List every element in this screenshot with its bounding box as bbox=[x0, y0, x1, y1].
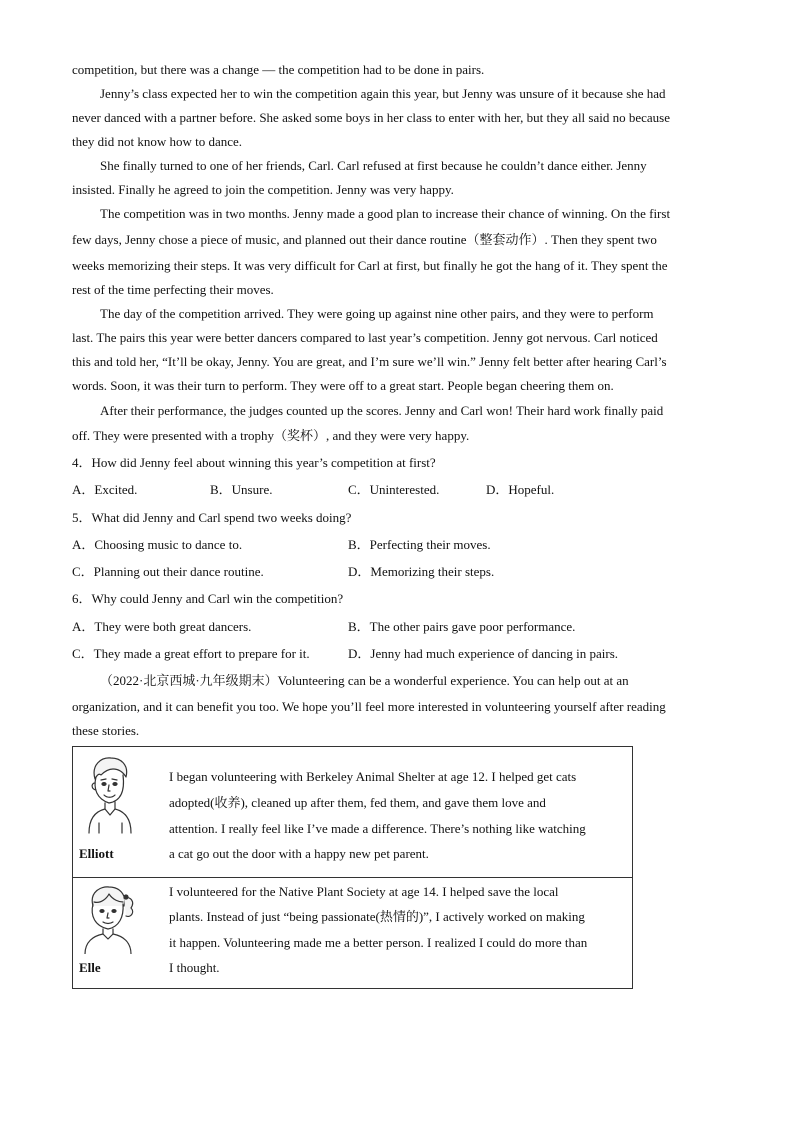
story-row-elliott bbox=[73, 747, 633, 878]
passage bbox=[72, 62, 718, 452]
passage-line: The competition was in two months. Jenny made a good plan to increase their chance of winning. On the first bbox=[100, 206, 671, 221]
story-line: I volunteered for the Native Plant Society at age 14. I helped save the local bbox=[169, 884, 559, 899]
option-b[interactable]: B．Unsure. bbox=[210, 482, 273, 497]
intro-line: （2022·北京西城·九年级期末）Volunteering can be a wonderful experience. You can help out at an bbox=[100, 673, 629, 688]
story-cell bbox=[163, 747, 633, 878]
passage-line: this and told her, “It’ll be okay, Jenny. You are great, and I’m sure we’ll win.” Jenny felt better after hearing Carl’s bbox=[72, 354, 667, 369]
avatar-cell bbox=[73, 747, 164, 878]
option-c[interactable]: C．Uninterested. bbox=[348, 482, 440, 497]
passage-line: insisted. Finally he agreed to join the competition. Jenny was very happy. bbox=[72, 182, 454, 197]
girl-avatar-icon bbox=[79, 884, 137, 954]
intro-line: these stories. bbox=[72, 723, 140, 738]
passage-line: rest of the time perfecting their moves. bbox=[72, 282, 274, 297]
option-b[interactable]: B．The other pairs gave poor performance. bbox=[348, 619, 576, 634]
question-stem: 6．Why could Jenny and Carl win the competition? bbox=[72, 591, 344, 606]
story-line: plants. Instead of just “being passionate(热情的)”, I actively worked on making bbox=[169, 909, 585, 924]
passage-line: few days, Jenny chose a piece of music, and planned out their dance routine（整套动作）. Then they spent two bbox=[72, 232, 657, 247]
passage-line: they did not know how to dance. bbox=[72, 134, 243, 149]
story-line: a cat go out the door with a happy new pet parent. bbox=[169, 846, 429, 861]
passage-line: never danced with a partner before. She asked some boys in her class to enter with her, but they all said no because bbox=[72, 110, 670, 125]
question-stem: 4．How did Jenny feel about winning this year’s competition at first? bbox=[72, 455, 436, 470]
option-c[interactable]: C．They made a great effort to prepare for it. bbox=[72, 646, 310, 661]
passage-line: competition, but there was a change — the competition had to be done in pairs. bbox=[72, 62, 485, 77]
option-d[interactable]: D．Jenny had much experience of dancing in pairs. bbox=[348, 646, 619, 661]
story-cell bbox=[163, 878, 633, 989]
option-c[interactable]: C．Planning out their dance routine. bbox=[72, 564, 264, 579]
passage-line: words. Soon, it was their turn to perform. They were off to a great start. People began cheering them on. bbox=[72, 378, 614, 393]
option-a[interactable]: A．They were both great dancers. bbox=[72, 619, 252, 634]
passage-line: She finally turned to one of her friends, Carl. Carl refused at first because he couldn’t dance either. Jenny bbox=[100, 158, 647, 173]
option-d[interactable]: D．Hopeful. bbox=[486, 482, 555, 497]
boy-avatar-icon bbox=[79, 753, 139, 835]
avatar-cell bbox=[73, 878, 164, 989]
person-name: Elliott bbox=[79, 846, 114, 861]
story-line: I began volunteering with Berkeley Animal Shelter at age 12. I helped get cats bbox=[169, 769, 577, 784]
story-row-elle bbox=[73, 878, 633, 989]
story-line: adopted(收养), cleaned up after them, fed them, and gave them love and bbox=[169, 795, 546, 810]
person-name: Elle bbox=[79, 960, 101, 975]
passage-line: weeks memorizing their steps. It was very difficult for Carl at first, but finally he got the hang of it. They spent the bbox=[72, 258, 668, 273]
story-line: attention. I really feel like I’ve made a difference. There’s nothing like watching bbox=[169, 821, 586, 836]
question-stem: 5．What did Jenny and Carl spend two weeks doing? bbox=[72, 510, 352, 525]
option-a[interactable]: A．Choosing music to dance to. bbox=[72, 537, 243, 552]
passage-line: Jenny’s class expected her to win the competition again this year, but Jenny was unsure of it because she had bbox=[100, 86, 666, 101]
option-d[interactable]: D．Memorizing their steps. bbox=[348, 564, 495, 579]
passage-line: The day of the competition arrived. They were going up against nine other pairs, and they were to perform bbox=[100, 306, 654, 321]
passage-line: off. They were presented with a trophy（奖杯）, and they were very happy. bbox=[72, 428, 470, 443]
story-line: it happen. Volunteering made me a better person. I realized I could do more than bbox=[169, 935, 588, 950]
intro-line: organization, and it can benefit you too. We hope you’ll feel more interested in volunteering yourself after reading bbox=[72, 699, 666, 714]
option-a[interactable]: A．Excited. bbox=[72, 482, 138, 497]
option-b[interactable]: B．Perfecting their moves. bbox=[348, 537, 491, 552]
story-line: I thought. bbox=[169, 960, 220, 975]
stories-table bbox=[72, 746, 633, 989]
passage-line: last. The pairs this year were better dancers compared to last year’s competition. Jenny got nervous. Carl noticed bbox=[72, 330, 658, 345]
passage-line: After their performance, the judges counted up the scores. Jenny and Carl won! Their hard work finally paid bbox=[100, 403, 664, 418]
